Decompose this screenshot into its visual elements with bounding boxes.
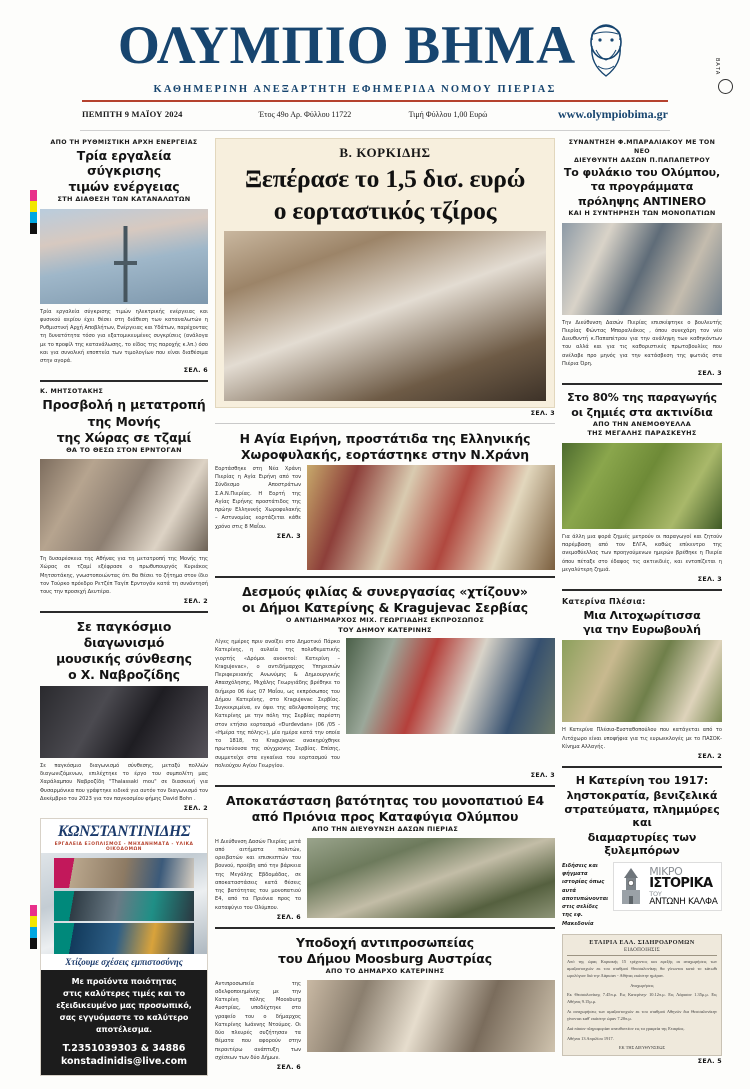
registration-marks-bottom xyxy=(30,905,37,949)
page-title: ΟΛΥΜΠΙΟ ΒΗΜΑ xyxy=(117,15,577,75)
center-column xyxy=(215,138,555,1076)
advert-tagline: ΕΡΓΑΛΕΙΑ ΕΞΟΠΛΙΣΜΟΣ - ΜΗΧΑΝΗΜΑΤΑ - ΥΛΙΚΑ ΟΙΚΟΔΟΜΩΝ xyxy=(54,842,194,853)
article-headline-line1: Στο 80% της παραγωγής xyxy=(567,391,717,405)
divider xyxy=(562,766,722,768)
left-column xyxy=(40,138,208,1076)
article-text-col xyxy=(215,638,340,770)
article-subkicker-line2: ΤΗΣ ΜΕΓΑΛΗΣ ΠΑΡΑΣΚΕΥΗΣ xyxy=(587,429,697,438)
article-headline-line1: Προσβολή η μετατροπή xyxy=(42,397,206,413)
article-text-col xyxy=(215,838,301,921)
article-body: Λίγες ημέρες πριν ανοίξει στο Δημοτικό Πάρκο Κατερίνης, η αυλαία της πολυθεματικής γιορτής «Δρόμοι ανοικτοί: Κατερίνη – Kragujevac», ο αντιδήμαρχος Υπηρεσιών Περιφερειακής Ανωνύμης & Δημιουργικής Απασχόλησης, Μιχάλης Γεωργιάδης βρέθηκε το διήμερο 06 έως 07 Μαΐου, ως εκπρόσωπος του Δήμου Κατερίνης, στο Kragujevac Σερβίας. Συγκεκριμένα, εν όψει της αδελφοποίησης της Κατερίνης με την πόλη της Σερβίας παρέστη στον ετήσιο εορτασμό «Đurđevdan» (06 /05 - «Ημέρα της πόλης»), μία ημέρα κατά την οποία το 1818, το Kragujevac ανακηρύχθηκε πρωτεύουσα της σύγχρονης Σερβίας. Επίσης, συμμετείχε στα εγκαίνια του εορτασμού του πολιούχου Αγίου Γεωργίου. xyxy=(215,639,340,769)
article-headline-line1: Το φυλάκιο του Ολύμπου, xyxy=(563,165,721,179)
issue-number: Έτος 49ο Αρ. Φύλλου 11722 xyxy=(258,109,352,119)
article-pageref[interactable]: ΣΕΛ. 2 xyxy=(183,805,208,813)
music-performance-photo xyxy=(40,686,208,758)
lead-kicker: Β. ΚΟΡΚΙΔΗΣ xyxy=(339,144,431,160)
side-mark-label: ΒΑΤΑ xyxy=(714,58,720,76)
konstantinidis-advert[interactable] xyxy=(40,818,208,1075)
article-headline-line1: Αποκατάσταση βατότητας του μονοπατιού Ε4 xyxy=(225,793,545,809)
article-headline-line1: Δεσμούς φιλίας & συνεργασίας «χτίζουν» xyxy=(242,583,528,599)
clipping-footer-1: Αι αναχωρήσεις των αμαξοστοιχιών εκ του σταθμού Αθηνών δια Θεσσαλονίκην γίνονται καθ' εκάστην ώραν 7.20π.μ. xyxy=(567,1009,717,1021)
article-headline-line2: οι ζημιές στα ακτινίδια xyxy=(571,405,713,419)
article-split xyxy=(215,980,555,1072)
article-pageref[interactable]: ΣΕΛ. 3 xyxy=(697,576,722,584)
advert-photo-band-2 xyxy=(54,891,193,921)
article-headline-line1: Υποδοχή αντιπροσωπείας xyxy=(296,934,474,950)
article-antinero[interactable] xyxy=(562,138,722,378)
print-side-marks xyxy=(714,58,736,94)
article-body: Για άλλη μια φορά ζημιές μετρούν οι παραγωγοί και ζητούν παρέμβαση από τον ΕΛΓΑ, καθώς επίκεντρο της ανεμοθύελλας των προηγούμενων ημερών βρέθηκε η Πιερία όπου πέταξε στο έδαφος τις ακτινιδιές, και εντοπίζεται η μεγαλύτερη ζημιά. xyxy=(562,533,722,573)
article-mikro-istorika[interactable] xyxy=(562,773,722,1065)
article-body: Τρία εργαλεία σύγκρισης τιμών ηλεκτρικής ενέργειας και φυσικού αερίου έχει θέσει στη διάθεση των καταναλωτών η Ρυθμιστική Αρχή Αποβλήτων, Ενέργειας και Υδάτων, παρέχοντας τη δυνατότητα τόσο για εξατομικευμένες συγκρίσεις (ανάλογα με το προφίλ της κατανάλωσης, το είδος της παροχής κ.λπ.) όσο και για συνολική εποπτεία των τιμολογίων που είναι διαθέσιμα στην αγορά. xyxy=(40,308,208,365)
advert-product-photos xyxy=(41,853,207,953)
advert-contact-panel xyxy=(41,970,207,1075)
article-body: Εορτάσθηκε στη Νέα Χράνη Πιερίας η Αγία Ειρήνη από τον Σύνδεσμο Αποστράτων Σ.Α.Ν.Πιερίας. Η Εορτή της Αγίας Ειρήνης προστάτιδος της πρώην Ελληνικής Χωροφυλακής – Αστυνομίας εορτάζεται κάθε χρόνο στις 8 Μαΐου. xyxy=(215,465,301,530)
article-pageref[interactable]: ΣΕΛ. 3 xyxy=(276,532,301,540)
article-headline-line3: της Χώρας σε τζαμί xyxy=(56,429,192,445)
publication-date: ΠΕΜΠΤΗ 9 ΜΑΪΟΥ 2024 xyxy=(82,109,183,120)
article-text-col xyxy=(215,980,301,1072)
lead-pageref[interactable]: ΣΕΛ. 3 xyxy=(530,409,555,417)
power-pylon-photo xyxy=(40,209,208,304)
article-split xyxy=(215,465,555,570)
istorika-word-3: ΤΟΥ xyxy=(649,889,662,898)
masthead-bottom-rule xyxy=(80,130,670,131)
delegation-reception-photo xyxy=(307,980,555,1052)
article-headline-line3: πρόληψης ANTINERO xyxy=(578,194,706,208)
article-moosburg[interactable] xyxy=(215,934,555,1071)
article-body: Αντιπροσωπεία της αδελφοποιημένης με την Κατερίνη πόλης Moosburg Αυστρίας, υποδέχτηκε στο γραφείο του ο δήμαρχος Κατερίνης Ιωάννης Ντούμος. Οι δύο πλευρές συζήτησαν τα θέματα που αφορούν στην περαιτέρω ανάπτυξη των σχέσεων των δύο Δήμων. xyxy=(215,980,301,1061)
article-mitsotakis-chora[interactable] xyxy=(40,387,208,605)
lead-headline-line1: Ξεπέρασε το 1,5 δισ. ευρώ xyxy=(244,163,526,193)
advert-line-4: σας εγγυόμαστε το καλύτερο xyxy=(59,1012,189,1022)
article-headline-line2: του Δήμου Moosburg Αυστρίας xyxy=(278,951,492,967)
article-headline-line1: Σε παγκόσμιο διαγωνισμό xyxy=(76,619,172,650)
divider xyxy=(40,380,208,382)
article-headline-line1: Η Αγία Ειρήνη, προστάτιδα της Ελληνικής xyxy=(239,430,531,446)
masthead-rule xyxy=(82,100,668,102)
article-pageref[interactable]: ΣΕΛ. 2 xyxy=(183,598,208,606)
article-subkicker-line2: ΤΟΥ ΔΗΜΟΥ ΚΑΤΕΡΙΝΗΣ xyxy=(338,625,432,634)
historical-clipping xyxy=(562,934,722,1056)
clipping-title: ΕΤΑΙΡΙΑ ΕΛΛ. ΣΙΔΗΡΟΔΡΟΜΩΝ xyxy=(589,939,695,947)
article-headline-line1: Μια Λιτοχωρίτισσα xyxy=(583,608,701,622)
antinero-meeting-photo xyxy=(562,223,722,315)
article-split xyxy=(215,638,555,770)
masthead-subtitle: ΚΑΘΗΜΕΡΙΝΗ ΑΝΕΞΑΡΤΗΤΗ ΕΦΗΜΕΡΙΔΑ ΝΟΜΟΥ ΠΙΕΡΙΑΣ xyxy=(153,84,557,95)
article-subkicker-line1: Ο ΑΝΤΙΔΗΜΑΡΧΟΣ ΜΙΧ. ΓΕΩΡΓΙΑΔΗΣ ΕΚΠΡΟΣΩΠΟΣ xyxy=(285,616,485,625)
masthead xyxy=(0,0,750,131)
advert-line-3: εξειδικευμένο μας προσωπικό, xyxy=(56,1000,192,1010)
istorika-side-text: Ειδήσεις και ψήγματα ιστορίας όπως αυτά αποτυπώνονται στις σελίδες της εφ. Μακεδονία xyxy=(562,862,609,927)
clipping-subtitle: ΕΙΔΟΠΟΙΗΣΙΣ xyxy=(567,947,717,956)
divider xyxy=(215,423,555,424)
article-subkicker: ΑΠΟ ΤΟ ΔΗΜΑΡΧΟ ΚΑΤΕΡΙΝΗΣ xyxy=(325,967,445,976)
advert-photo-band-1 xyxy=(54,858,193,888)
lead-story[interactable] xyxy=(215,138,555,408)
masthead-info-bar xyxy=(82,107,668,122)
article-headline-line2: από Πριόνια προς Καταφύγια Ολύμπου xyxy=(251,809,519,825)
article-headline-line2: της Μονής xyxy=(87,413,161,429)
istorika-headline-line1: Η Κατερίνη του 1917: xyxy=(575,774,709,788)
divider xyxy=(215,785,555,787)
kiwi-orchard-photo xyxy=(562,443,722,529)
istorika-masthead-row xyxy=(562,862,722,929)
article-subkicker: ΘΑ ΤΟ ΘΕΣΩ ΣΤΟΝ ΕΡΝΤΟΓΑΝ xyxy=(66,445,182,454)
divider xyxy=(562,383,722,385)
website-url[interactable]: www.olympiobima.gr xyxy=(557,106,668,121)
advert-slogan: Χτίζουμε σχέσεις εμπιστοσύνης xyxy=(41,954,207,970)
mitsotakis-meeting-photo xyxy=(40,459,208,551)
korkidis-portrait-photo xyxy=(224,231,546,401)
article-subkicker-line1: ΑΠΟ ΤΗΝ ΑΝΕΜΟΘΥΕΛΛΑ xyxy=(592,419,692,428)
article-subkicker: ΑΠΟ ΤΗΝ ΔΙΕΥΘΥΝΣΗ ΔΑΣΩΝ ΠΙΕΡΙΑΣ xyxy=(311,825,459,834)
article-headline-line2: για την Ευρωβουλή xyxy=(583,623,701,637)
article-pageref[interactable]: ΣΕΛ. 6 xyxy=(183,367,208,375)
istorika-logo xyxy=(613,862,722,911)
church-ceremony-photo xyxy=(307,465,555,570)
article-body: Η Κατερίνα Πλέσια-Ευσταθοπούλου που κατάγεται από το Λιτόχωρο είναι υποψήφια για τις ευρωεκλογές με το ΠΑΣΟΚ-Κίνημα Αλλαγής. xyxy=(562,727,722,750)
lead-headline-line2: ο εορταστικός τζίρος xyxy=(273,195,497,225)
clipping-footer-3: Αθήναι 13 Απριλίου 1917. xyxy=(567,1035,614,1041)
advert-line-5: αποτέλεσμα. xyxy=(96,1024,152,1034)
clipping-footer-2: Διά πάσαν πληροφορίαν απευθυντέον εις τα γραφεία της Εταιρίας. xyxy=(567,1025,685,1031)
divider xyxy=(215,927,555,929)
clock-tower-icon xyxy=(616,866,646,906)
advert-phone[interactable]: T.2351039303 & 34886 xyxy=(62,1042,186,1054)
article-e4-trail[interactable] xyxy=(215,792,555,921)
issue-price: Τιμή Φύλλου 1,00 Ευρώ xyxy=(408,109,488,119)
article-kicker: ΑΠΟ ΤΗ ΡΥΘΜΙΣΤΙΚΗ ΑΡΧΗ ΕΝΕΡΓΕΙΑΣ xyxy=(50,138,198,146)
clipping-footer-4: ΕΚ ΤΗΣ ΔΙΕΥΘΥΝΣΕΩΣ xyxy=(618,1045,666,1051)
article-kicker: Κατερίνα Πλέσια: xyxy=(562,597,646,607)
article-headline-line2: Χωροφυλακής, εορτάστηκε στην Ν.Χράνη xyxy=(240,446,529,462)
article-headline-line3: ο Χ. Ναβροζίδης xyxy=(68,666,180,682)
article-kicker-line2: ΔΙΕΥΘΥΝΤΗ ΔΑΣΩΝ Π.ΠΑΠΑΠΕΤΡΟΥ xyxy=(573,156,711,164)
zeus-head-logo-icon xyxy=(580,20,632,80)
divider xyxy=(562,589,722,591)
article-headline-line2: μουσικής σύνθεσης xyxy=(56,650,192,666)
article-kragujevac[interactable] xyxy=(215,583,555,779)
istorika-headline-line2: ληστοκρατία, βενιζελικά xyxy=(566,788,718,802)
istorika-wordmark xyxy=(649,866,717,907)
divider xyxy=(40,611,208,613)
advert-line-1: Με προϊόντα ποιότητας xyxy=(71,976,177,986)
mountain-trail-photo xyxy=(307,838,555,918)
advert-photo-band-3 xyxy=(54,923,193,953)
article-split xyxy=(215,838,555,921)
article-headline-line2: τιμών ενέργειας xyxy=(68,178,180,194)
article-plesia-europarliament[interactable] xyxy=(562,596,722,760)
article-pageref[interactable]: ΣΕΛ. 2 xyxy=(697,753,722,761)
clipping-departures-heading: Αναχωρήσεις xyxy=(630,982,654,988)
article-body: Η Διεύθυνση Δασών Πιερίας μετά από αιτήματα πολιτών, ορειβατών και επισκεπτών του βουνού, προέβη από την βάρκεια της Μεγάλης Εβδομάδας, σε αποκαταστάσεις κατά θέσεις της βατότητας του μονοπατιού Ε4, από τα Πριόνια προς το καταφύγιο του Ολύμπου. xyxy=(215,838,301,911)
article-kicker-line1: ΣΥΝΑΝΤΗΣΗ Φ.ΜΠΑΡΑΛΙΑΚΟΥ ΜΕ ΤΟΝ ΝΕΟ xyxy=(568,138,716,155)
article-headline-line2: οι Δήμοι Κατερίνης & Kragujevac Σερβίας xyxy=(242,600,528,616)
article-pageref[interactable]: ΣΕΛ. 3 xyxy=(530,772,555,780)
istorika-word-2: ΙΣΤΟΡΙΚΑ xyxy=(649,876,713,892)
clipping-body-left: Από της ώρας Κυριακής 15 τρέχοντος και εφεξής αι αναχωρήσεις των αμαξοστοιχιών εκ του σταθμού Θεσσαλονίκης θα γίνωνται κατά το κάτωθι ωρολόγιον διά την Λάρισαν - Αθήνας εκάστην ημέραν. xyxy=(567,959,717,978)
right-column xyxy=(562,138,722,1076)
istorika-word-4: ΑΝΤΩΝΗ ΚΑΛΦΑ xyxy=(649,896,718,907)
advert-line-2: στις καλύτερες τιμές και το xyxy=(63,988,185,998)
registration-circle-icon xyxy=(718,79,733,94)
article-kicker: Κ. ΜΗΤΣΟΤΑΚΗΣ xyxy=(40,388,104,396)
flags-delegation-photo xyxy=(346,638,555,734)
article-grid xyxy=(0,131,750,1086)
article-subkicker: ΚΑΙ Η ΣΥΝΤΗΡΗΣΗ ΤΩΝ ΜΟΝΟΠΑΤΙΩΝ xyxy=(568,209,716,218)
article-music-competition[interactable] xyxy=(40,618,208,812)
istorika-headline-line3: στρατεύματα, πλημμύρες και xyxy=(564,802,720,830)
registration-marks-top xyxy=(30,190,37,234)
advert-brand-name: ΚΩΝΣΤΑΝΤΙΝΙΔΗΣ xyxy=(57,823,191,841)
article-subkicker: ΣΤΗ ΔΙΑΘΕΣΗ ΤΩΝ ΚΑΤΑΝΑΛΩΤΩΝ xyxy=(57,195,191,204)
article-pageref[interactable]: ΣΕΛ. 6 xyxy=(276,1064,301,1072)
article-energy-tools[interactable] xyxy=(40,138,208,375)
article-agia-eirini[interactable] xyxy=(215,430,555,570)
article-headline-line1: Τρία εργαλεία σύγκρισης xyxy=(76,147,172,178)
article-text-col xyxy=(215,465,301,570)
istorika-word-1: ΜΙΚΡΟ xyxy=(649,864,683,878)
istorika-pageref[interactable]: ΣΕΛ. 5 xyxy=(697,1058,722,1066)
advert-logo xyxy=(41,819,207,853)
advert-email[interactable]: konstadinidis@live.com xyxy=(60,1055,188,1067)
article-body: Την Διεύθυνση Δασών Πιερίας επισκέφτηκε ο βουλευτής Πιερίας Φώντας Μπαραλιάκος , όπου συνεχάρη τον νέο Διευθυντή κ.Παπαπέτρου για την ανάληψη των καθηκόντων του αλλά και για τις καθοριστικές πρωτοβουλίες που ανέλαβε προ μηνός για την κατάσβεση της φωτιάς στα Πιέρια Όρη. xyxy=(562,319,722,367)
plesia-portrait-photo xyxy=(562,640,722,722)
article-kiwi-damage[interactable] xyxy=(562,390,722,583)
clipping-timetable-rows: Εκ Θεσσαλονίκης 7.45π.μ. Εις Κατερίνην 10.12π.μ. Εις Λάρισαν 1.35μ.μ. Εις Αθήνας 9.15μ.μ. xyxy=(567,992,717,1005)
article-body: Σε παγκόσμιο διαγωνισμό σύνθεσης, μεταξύ πολλών διαγωνιζόμενων, επιλέχτηκε το έργο του συμπολίτη μας Χαράλαμπου Ναβροζίδη "Thalassaki mou" σε διασκευή για Φυσαρμόνικα που γράφτηκε ειδικά για αυτόν τον διαγωνισμό τον Δεκέμβριο του 2023 για τον παγκοσμίου φήμης David Bohn . xyxy=(40,762,208,802)
article-pageref[interactable]: ΣΕΛ. 6 xyxy=(276,913,301,921)
istorika-headline-line4: διαμαρτυρίες των ξυλεμπόρων xyxy=(587,830,697,858)
article-headline-line2: τα προγράμματα xyxy=(590,180,694,194)
article-body: Τη δυσαρέσκεια της Αθήνας για τη μετατροπή της Μονής της Χώρας σε τζαμί εξέφρασε ο πρωθυπουργός Κυριάκος Μητσοτάκης, γνωστοποιώντας ότι θα θέσει το ζήτημα στον ίδιο τον Τούρκο πρόεδρο Ρετζέπ Ταγίπ Ερντογάν κατά τη συνάντησή τους την προσεχή Δευτέρα. xyxy=(40,556,208,596)
divider xyxy=(215,576,555,578)
article-pageref[interactable]: ΣΕΛ. 3 xyxy=(697,370,722,378)
